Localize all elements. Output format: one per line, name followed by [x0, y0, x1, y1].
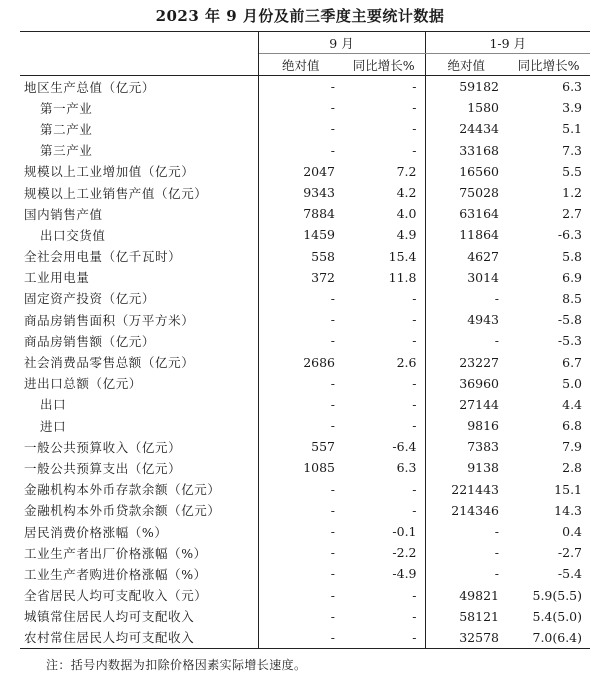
cell-ytd-abs: 4627 — [467, 248, 499, 264]
cell-sep-abs: 9343 — [303, 185, 335, 201]
cell-sep-abs: - — [258, 627, 343, 649]
page-title: 2023 年 9 月份及前三季度主要统计数据 — [155, 7, 445, 25]
cell-sep-abs: - — [330, 481, 335, 497]
cell-sep-abs: 1085 — [303, 460, 335, 476]
cell-ytd-abs: 3014 — [467, 269, 499, 285]
row-label: 进出口总额（亿元） — [20, 373, 258, 394]
cell-ytd-yoy: 4.4 — [562, 396, 583, 412]
cell-ytd-yoy: 6.7 — [562, 354, 583, 370]
cell-ytd-yoy: 2.8 — [562, 460, 583, 476]
cell-sep-yoy: - — [343, 585, 425, 606]
cell-sep-yoy: - — [343, 394, 425, 415]
cell-ytd-abs: 24434 — [459, 121, 499, 137]
cell-ytd-abs: 9138 — [467, 460, 499, 476]
cell-sep-yoy: - — [343, 606, 425, 627]
cell-ytd-yoy: 15.1 — [554, 481, 583, 497]
row-label: 农村常住居民人均可支配收入 — [20, 627, 258, 649]
table-row — [20, 521, 590, 542]
row-label: 地区生产总值（亿元） — [20, 76, 258, 98]
cell-sep-abs: 558 — [311, 248, 335, 264]
cell-ytd-abs: - — [494, 545, 499, 561]
row-label: 国内销售产值 — [20, 203, 258, 224]
cell-ytd-yoy: -5.3 — [557, 333, 583, 349]
table-row — [20, 76, 590, 98]
table-row — [20, 394, 590, 415]
cell-sep-yoy: - — [343, 373, 425, 394]
table-row — [20, 373, 590, 394]
cell-sep-abs: 372 — [311, 269, 335, 285]
cell-ytd-abs: 214346 — [451, 502, 499, 518]
cell-sep-yoy: - — [343, 97, 425, 118]
cell-ytd-abs: 16560 — [459, 163, 499, 179]
cell-ytd-abs: 1580 — [467, 100, 499, 116]
cell-ytd-yoy: 0.4 — [562, 524, 583, 540]
cell-sep-yoy: - — [343, 415, 425, 436]
row-label: 第二产业 — [20, 118, 258, 139]
header-ytd-abs: 绝对值 — [425, 54, 507, 76]
table-row — [20, 479, 590, 500]
row-label: 工业生产者购进价格涨幅（%） — [20, 563, 258, 584]
cell-ytd-abs: 36960 — [459, 375, 499, 391]
table-row — [20, 161, 590, 182]
cell-ytd-yoy: 14.3 — [554, 502, 583, 518]
row-label: 商品房销售额（亿元） — [20, 330, 258, 351]
cell-ytd-yoy: 3.9 — [562, 100, 583, 116]
row-label: 第三产业 — [20, 140, 258, 161]
cell-sep-yoy: - — [343, 500, 425, 521]
table-row — [20, 182, 590, 203]
cell-sep-yoy: -6.4 — [343, 436, 425, 457]
header-sep-abs: 绝对值 — [258, 54, 343, 76]
cell-ytd-abs: 221443 — [451, 481, 499, 497]
cell-ytd-abs: 33168 — [459, 142, 499, 158]
cell-ytd-yoy: 6.8 — [562, 418, 583, 434]
table-row — [20, 351, 590, 372]
table-row — [20, 309, 590, 330]
cell-sep-abs: - — [330, 396, 335, 412]
cell-ytd-abs: 49821 — [459, 587, 499, 603]
cell-ytd-yoy: 5.0 — [562, 375, 583, 391]
header-blank-2 — [20, 54, 258, 76]
row-label: 一般公共预算支出（亿元） — [20, 457, 258, 478]
table-row — [20, 606, 590, 627]
cell-ytd-yoy: 7.0(6.4) — [507, 627, 590, 649]
cell-sep-yoy: - — [343, 140, 425, 161]
cell-ytd-yoy: -5.8 — [557, 312, 583, 328]
cell-ytd-yoy: 6.3 — [562, 79, 583, 95]
cell-ytd-yoy: 5.1 — [562, 121, 583, 137]
cell-sep-abs: - — [330, 121, 335, 137]
cell-ytd-abs: 27144 — [459, 396, 499, 412]
cell-sep-yoy: - — [343, 479, 425, 500]
cell-ytd-yoy: 5.4(5.0) — [532, 608, 583, 624]
cell-sep-abs: - — [330, 502, 335, 518]
row-label: 全省居民人均可支配收入（元） — [20, 585, 258, 606]
cell-sep-abs: 557 — [311, 439, 335, 455]
row-label: 金融机构本外币存款余额（亿元） — [20, 479, 258, 500]
cell-sep-abs: - — [330, 142, 335, 158]
cell-ytd-yoy: 7.9 — [562, 439, 583, 455]
table-row — [20, 457, 590, 478]
header-ytd-yoy: 同比增长% — [507, 54, 590, 76]
row-label: 第一产业 — [20, 97, 258, 118]
statistics-table — [20, 31, 590, 649]
cell-sep-abs: 2686 — [303, 354, 335, 370]
cell-ytd-abs: - — [494, 290, 499, 306]
cell-ytd-abs: 23227 — [459, 354, 499, 370]
cell-sep-yoy: - — [343, 309, 425, 330]
table-row — [20, 415, 590, 436]
row-label: 规模以上工业销售产值（亿元） — [20, 182, 258, 203]
cell-sep-abs: - — [330, 608, 335, 624]
row-label: 一般公共预算收入（亿元） — [20, 436, 258, 457]
cell-sep-yoy: 4.2 — [343, 182, 425, 203]
row-label: 进口 — [20, 415, 258, 436]
cell-ytd-abs: 9816 — [467, 418, 499, 434]
cell-ytd-abs: 11864 — [459, 227, 499, 243]
cell-ytd-abs: - — [494, 524, 499, 540]
cell-sep-abs: - — [330, 418, 335, 434]
row-label: 出口 — [20, 394, 258, 415]
cell-ytd-yoy: 5.9(5.5) — [532, 587, 583, 603]
cell-sep-yoy: - — [343, 288, 425, 309]
cell-ytd-yoy: -2.7 — [557, 545, 583, 561]
cell-sep-abs: - — [330, 375, 335, 391]
cell-ytd-abs: 7383 — [467, 439, 499, 455]
cell-sep-abs: - — [330, 312, 335, 328]
cell-sep-abs: 1459 — [303, 227, 335, 243]
cell-ytd-yoy: 2.7 — [562, 206, 583, 222]
cell-ytd-yoy: 6.9 — [562, 269, 583, 285]
table-row — [20, 140, 590, 161]
cell-sep-yoy: -0.1 — [343, 521, 425, 542]
cell-sep-yoy: - — [343, 76, 425, 98]
table-row — [20, 585, 590, 606]
table-row — [20, 267, 590, 288]
cell-sep-yoy: 4.9 — [343, 224, 425, 245]
cell-ytd-abs: 63164 — [459, 206, 499, 222]
table-row — [20, 288, 590, 309]
cell-sep-abs: - — [330, 100, 335, 116]
row-label: 固定资产投资（亿元） — [20, 288, 258, 309]
cell-ytd-abs: 32578 — [425, 627, 507, 649]
table-row — [20, 330, 590, 351]
row-label: 城镇常住居民人均可支配收入 — [20, 606, 258, 627]
row-label: 社会消费品零售总额（亿元） — [20, 351, 258, 372]
row-label: 出口交货值 — [20, 224, 258, 245]
row-label: 全社会用电量（亿千瓦时） — [20, 246, 258, 267]
cell-ytd-yoy: -6.3 — [557, 227, 583, 243]
cell-sep-yoy: 6.3 — [343, 457, 425, 478]
cell-ytd-abs: 58121 — [459, 608, 499, 624]
table-row — [20, 627, 590, 649]
cell-sep-yoy: 7.2 — [343, 161, 425, 182]
cell-sep-abs: 7884 — [303, 206, 335, 222]
cell-ytd-yoy: 1.2 — [562, 185, 583, 201]
table-row — [20, 563, 590, 584]
table-row — [20, 118, 590, 139]
cell-sep-yoy: 11.8 — [343, 267, 425, 288]
row-label: 居民消费价格涨幅（%） — [20, 521, 258, 542]
cell-sep-abs: - — [330, 545, 335, 561]
cell-sep-abs: 2047 — [303, 163, 335, 179]
table-row — [20, 542, 590, 563]
cell-ytd-abs: - — [494, 566, 499, 582]
cell-sep-abs: - — [330, 566, 335, 582]
cell-sep-yoy: -4.9 — [343, 563, 425, 584]
row-label: 工业用电量 — [20, 267, 258, 288]
header-sep-yoy: 同比增长% — [343, 54, 425, 76]
table-row — [20, 246, 590, 267]
cell-sep-yoy: - — [343, 330, 425, 351]
table-row — [20, 97, 590, 118]
cell-ytd-abs: 59182 — [459, 79, 499, 95]
row-label: 商品房销售面积（万平方米） — [20, 309, 258, 330]
cell-sep-abs: - — [330, 524, 335, 540]
table-row — [20, 203, 590, 224]
row-label: 金融机构本外币贷款余额（亿元） — [20, 500, 258, 521]
cell-ytd-yoy: -5.4 — [557, 566, 583, 582]
cell-ytd-yoy: 5.5 — [562, 163, 583, 179]
cell-sep-abs: - — [330, 79, 335, 95]
cell-sep-yoy: 2.6 — [343, 351, 425, 372]
row-label: 规模以上工业增加值（亿元） — [20, 161, 258, 182]
cell-ytd-yoy: 5.8 — [562, 248, 583, 264]
cell-sep-abs: - — [330, 333, 335, 349]
table-row — [20, 500, 590, 521]
cell-sep-yoy: -2.2 — [343, 542, 425, 563]
cell-sep-yoy: - — [343, 627, 425, 649]
cell-ytd-abs: - — [494, 333, 499, 349]
cell-ytd-yoy: 8.5 — [562, 290, 583, 306]
cell-sep-yoy: 4.0 — [343, 203, 425, 224]
table-row — [20, 436, 590, 457]
header-group-ytd: 1-9 月 — [425, 32, 590, 54]
cell-sep-abs: - — [330, 290, 335, 306]
cell-sep-yoy: 15.4 — [343, 246, 425, 267]
footnote: 注：括号内数据为扣除价格因素实际增长速度。 — [46, 658, 307, 672]
cell-ytd-abs: 75028 — [459, 185, 499, 201]
cell-sep-abs: - — [330, 587, 335, 603]
cell-ytd-abs: 4943 — [467, 312, 499, 328]
header-blank — [20, 32, 258, 54]
table-row — [20, 224, 590, 245]
cell-ytd-yoy: 7.3 — [562, 142, 583, 158]
cell-sep-yoy: - — [343, 118, 425, 139]
header-group-september: 9 月 — [258, 32, 425, 54]
row-label: 工业生产者出厂价格涨幅（%） — [20, 542, 258, 563]
